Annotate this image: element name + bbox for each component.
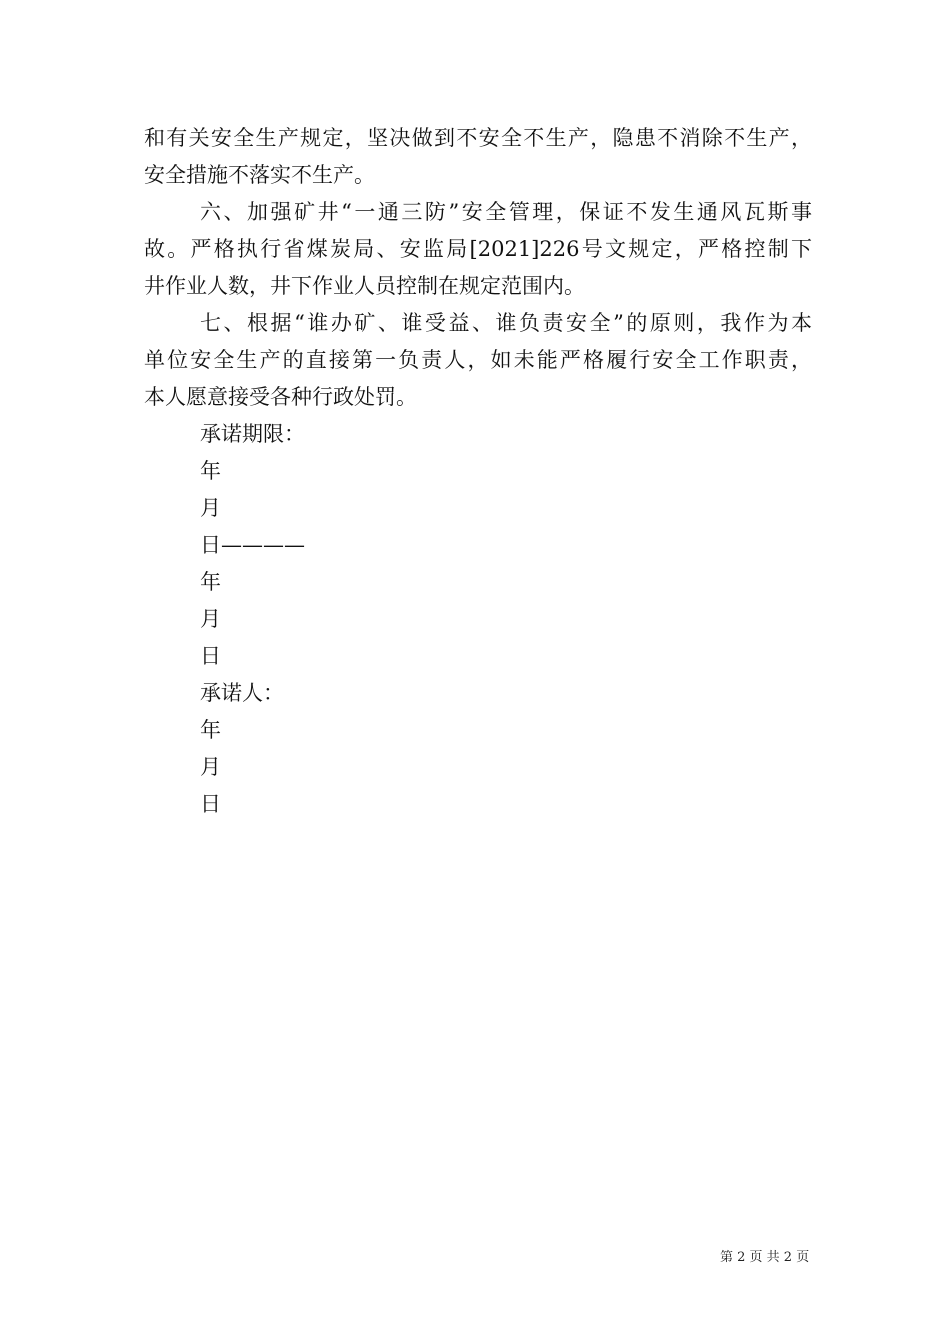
text-line: 安全措施不落实不生产。 [144, 163, 375, 187]
text-line: 井作业人数，井下作业人员控制在规定范围内。 [144, 274, 585, 298]
date-day: 日 [200, 644, 221, 668]
text-line: 单位安全生产的直接第一负责人，如未能严格履行安全工作职责， [144, 348, 812, 372]
commitment-period-label: 承诺期限： [200, 422, 305, 446]
promisor-label: 承诺人： [200, 681, 284, 705]
date-year: 年 [200, 459, 221, 483]
page-number-footer: 第 2 页 共 2 页 [720, 1250, 810, 1265]
text-line: 本人愿意接受各种行政处罚。 [144, 385, 417, 409]
date-day: 日 [200, 792, 221, 816]
date-month: 月 [200, 496, 221, 520]
text-line: 六、加强矿井“一通三防”安全管理，保证不发生通风瓦斯事 [200, 200, 812, 224]
text-line: 七、根据“谁办矿、谁受益、谁负责安全”的原则，我作为本 [200, 311, 812, 335]
date-year: 年 [200, 718, 221, 742]
date-day-range: 日———— [200, 533, 305, 557]
date-month: 月 [200, 607, 221, 631]
text-line: 和有关安全生产规定，坚决做到不安全不生产，隐患不消除不生产， [144, 126, 812, 150]
date-month: 月 [200, 755, 221, 779]
date-year: 年 [200, 570, 221, 594]
document-body [144, 120, 812, 823]
text-line: 故。严格执行省煤炭局、安监局[2021]226号文规定，严格控制下 [144, 237, 812, 261]
